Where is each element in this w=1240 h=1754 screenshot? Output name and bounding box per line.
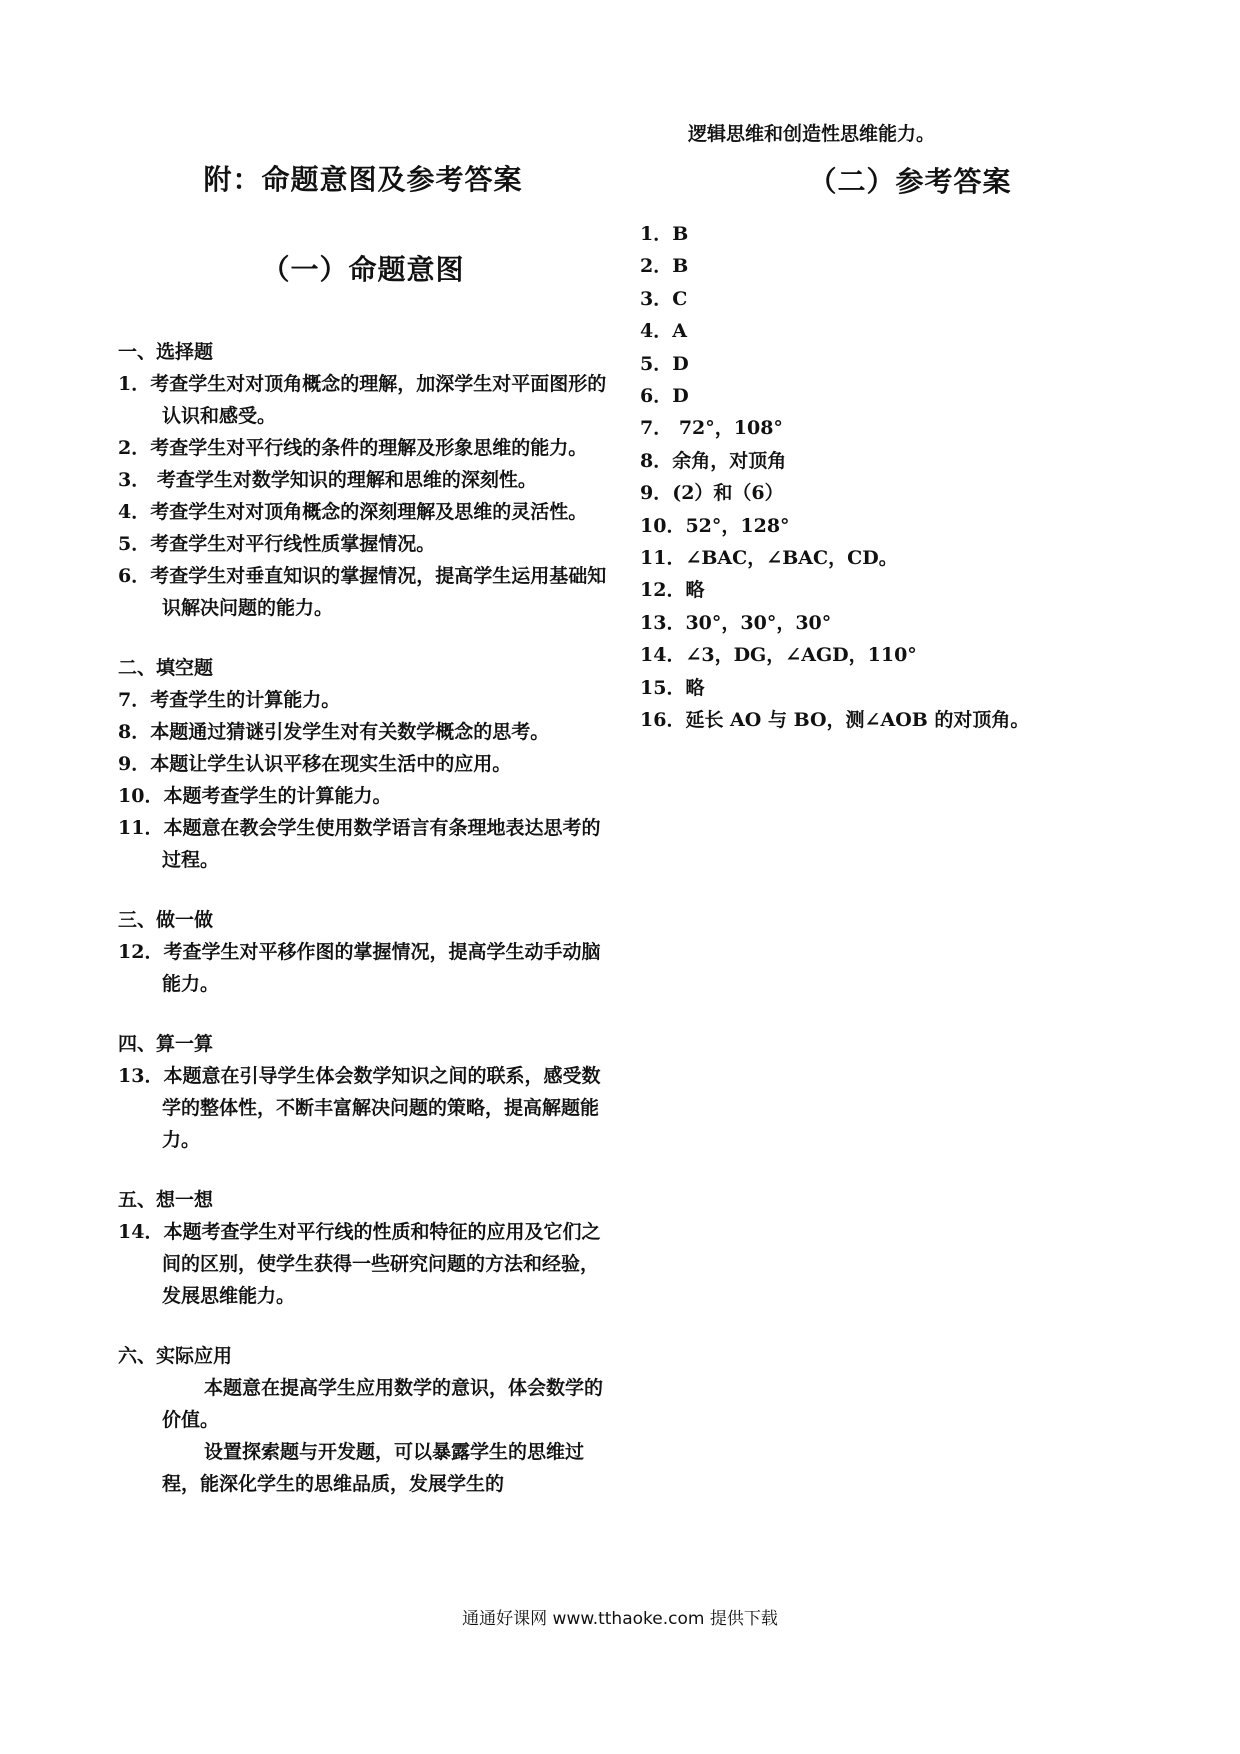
answers-section-title: （二）参考答案: [808, 165, 1012, 198]
application-paragraph: 设置探索题与开发题，可以暴露学生的思维过程，能深化学生的思维品质，发展学生的: [162, 1441, 585, 1495]
item-number: 1．: [118, 373, 151, 395]
section-heading: 二、填空题: [118, 657, 214, 679]
section-heading: 六、实际应用: [118, 1345, 233, 1367]
answer-item: 9．(2）和（6）: [640, 482, 784, 505]
section-think: [118, 1184, 608, 1312]
intent-item: [118, 368, 608, 432]
item-number: 9．: [118, 753, 151, 775]
item-number: 2．: [118, 437, 151, 459]
intent-section-title: （一）命题意图: [261, 253, 465, 286]
answer-item: 11．∠BAC，∠BAC，CD。: [640, 547, 898, 570]
section-fill-in-blank: [118, 652, 608, 876]
download-footer: 通通好课网 www.tthaoke.com 提供下载: [462, 1609, 778, 1629]
item-number: 12．: [118, 941, 164, 963]
item-text: 本题让学生认识平移在现实生活中的应用。: [150, 753, 512, 775]
intent-item: [118, 432, 608, 464]
answer-item: 4．A: [640, 320, 687, 343]
intent-item: [118, 560, 608, 624]
answer-item: 12．略: [640, 579, 705, 602]
section-heading: 四、算一算: [118, 1033, 214, 1055]
item-number: 3．: [118, 469, 151, 491]
intent-item: [118, 496, 608, 528]
answer-item: 5．D: [640, 352, 689, 375]
section-calculate: [118, 1028, 608, 1156]
item-number: 13．: [118, 1065, 164, 1087]
answer-item: 8．余角，对顶角: [640, 449, 787, 472]
item-number: 7．: [118, 689, 151, 711]
answer-item: 16．延长 AO 与 BO，测∠AOB 的对顶角。: [640, 709, 1030, 732]
item-text: 考查学生的计算能力。: [150, 689, 341, 711]
item-text: 考查学生对数学知识的理解和思维的深刻性。: [150, 469, 537, 491]
item-text: 考查学生对平移作图的掌握情况，提高学生动手动脑能力。: [162, 941, 601, 995]
intent-item: [118, 936, 608, 1000]
section-multiple-choice: [118, 336, 608, 624]
continuation-line: 逻辑思维和创造性思维能力。: [688, 123, 936, 145]
answer-list: [640, 218, 1180, 737]
section-heading: 五、想一想: [118, 1189, 214, 1211]
answer-item: 1．B: [640, 223, 689, 245]
item-number: 6．: [118, 565, 151, 587]
item-text: 考查学生对平行线的条件的理解及形象思维的能力。: [150, 437, 588, 459]
intent-item: [118, 1060, 608, 1156]
item-number: 10．: [118, 785, 164, 807]
main-title: 附：命题意图及参考答案: [203, 163, 523, 196]
item-text: 本题考查学生的计算能力。: [163, 785, 392, 807]
intent-item: [118, 464, 608, 496]
item-number: 8．: [118, 721, 151, 743]
answer-item: 10．52°，128°: [640, 514, 790, 537]
left-column: [118, 160, 608, 1528]
intent-item: [118, 812, 608, 876]
item-text: 考查学生对对顶角概念的理解，加深学生对平面图形的认识和感受。: [150, 373, 607, 427]
item-text: 考查学生对对顶角概念的深刻理解及思维的灵活性。: [150, 501, 588, 523]
answer-item: 7． 72°，108°: [640, 417, 783, 440]
right-column: [640, 118, 1180, 737]
section-do-it: [118, 904, 608, 1000]
intent-item: [118, 748, 608, 780]
answer-item: 2．B: [640, 255, 689, 278]
item-number: 5．: [118, 533, 151, 555]
item-number: 4．: [118, 501, 151, 523]
answer-item: 3．C: [640, 287, 688, 310]
section-application: [118, 1340, 608, 1500]
item-text: 本题意在引导学生体会数学知识之间的联系，感受数学的整体性，不断丰富解决问题的策略，提高解题能力。: [162, 1065, 601, 1151]
answer-item: 14．∠3，DG，∠AGD，110°: [640, 644, 917, 667]
section-heading: 一、选择题: [118, 341, 214, 363]
section-heading: 三、做一做: [118, 909, 214, 931]
answer-item: 15．略: [640, 676, 705, 699]
intent-item: [118, 1216, 608, 1312]
item-number: 14．: [118, 1221, 164, 1243]
intent-item: [118, 528, 608, 560]
answer-item: 13．30°，30°，30°: [640, 611, 832, 634]
item-number: 11．: [118, 817, 164, 839]
intent-item: [118, 716, 608, 748]
application-paragraph: 本题意在提高学生应用数学的意识，体会数学的价值。: [162, 1377, 604, 1431]
intent-item: [118, 780, 608, 812]
item-text: 本题考查学生对平行线的性质和特征的应用及它们之间的区别，使学生获得一些研究问题的方法和经验，发展思维能力。: [162, 1221, 601, 1307]
intent-item: [118, 684, 608, 716]
item-text: 考查学生对平行线性质掌握情况。: [150, 533, 436, 555]
answer-item: 6．D: [640, 385, 689, 408]
item-text: 考查学生对垂直知识的掌握情况，提高学生运用基础知识解决问题的能力。: [150, 565, 607, 619]
item-text: 本题意在教会学生使用数学语言有条理地表达思考的过程。: [162, 817, 601, 871]
item-text: 本题通过猜谜引发学生对有关数学概念的思考。: [150, 721, 550, 743]
